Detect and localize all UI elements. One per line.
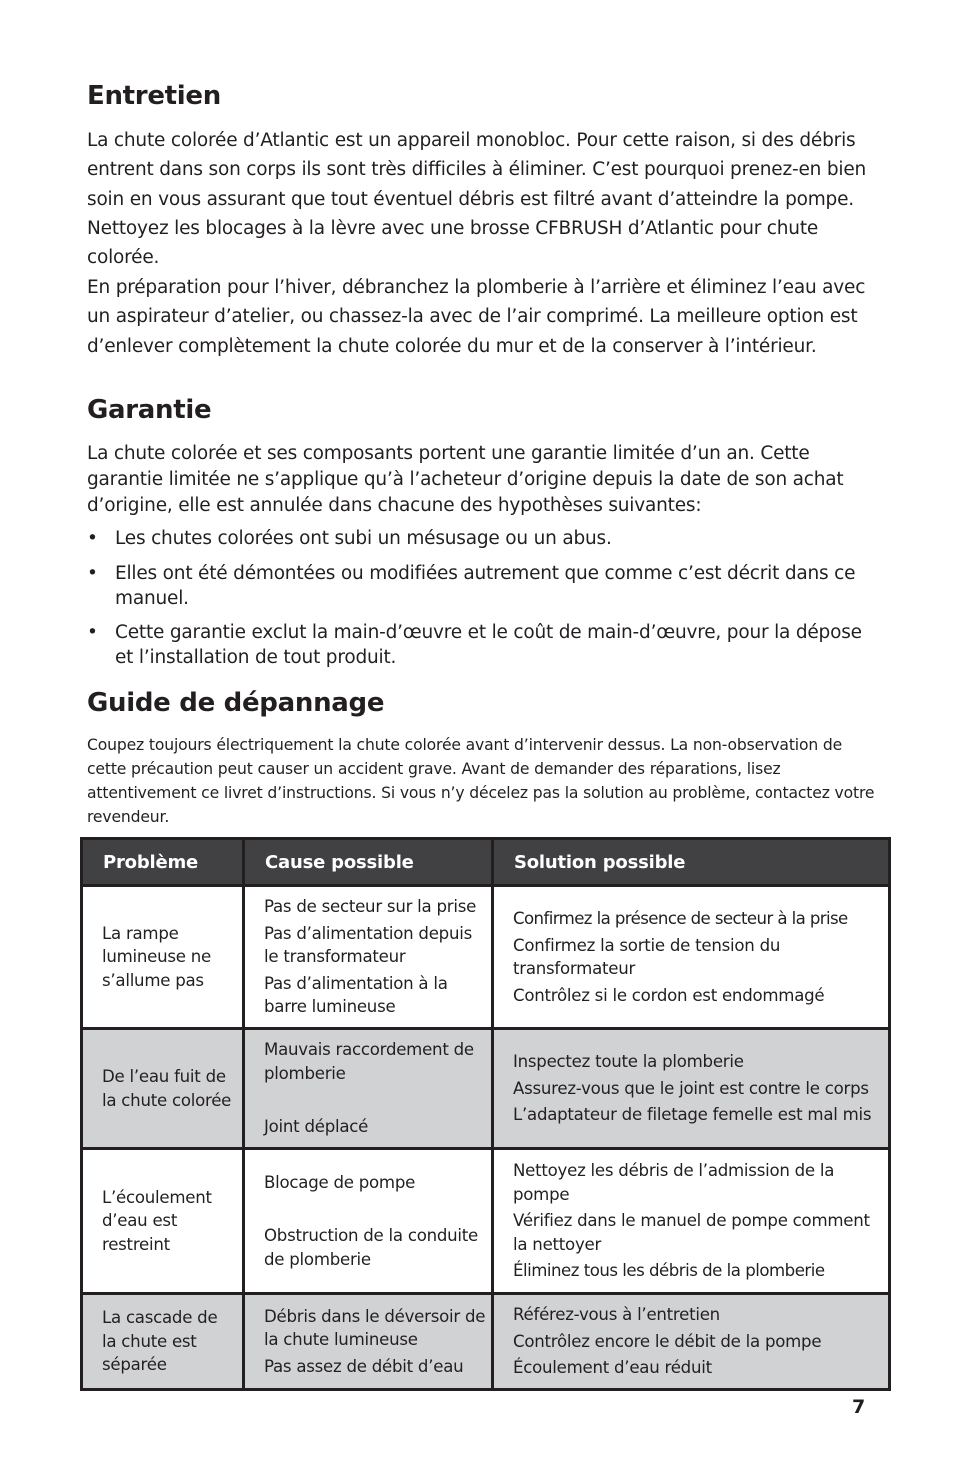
maintenance-paragraph-2: En préparation pour l’hiver, débranchez la plomberie à l’arrière et éliminez l’eau avec un aspirateur d’atelier, ou chassez-la avec de l’air comprimé. La meilleure option est d’enlever complètement la chute colorée du mur et de la conserver à l’intérieur. xyxy=(87,277,866,357)
cause-item: Joint déplacé xyxy=(264,1117,369,1137)
warranty-bullet xyxy=(87,562,877,611)
cause-item: Débris dans le déversoir de la chute lumineuse xyxy=(264,1306,486,1350)
problem-cell: L’écoulement d’eau est restreint xyxy=(82,1149,244,1294)
cause-item: Pas de secteur sur la prise xyxy=(264,897,477,917)
solution-cell xyxy=(493,1294,890,1390)
troubleshooting-table xyxy=(80,837,891,1391)
warranty-heading: Garantie xyxy=(87,395,212,425)
cause-item: Blocage de pompe xyxy=(264,1172,416,1192)
solution-item: Contrôlez si le cordon est endommagé xyxy=(513,985,825,1005)
cause-cell xyxy=(244,1149,493,1294)
solution-item: Contrôlez encore le débit de la pompe xyxy=(513,1331,822,1351)
solution-cell xyxy=(493,886,890,1029)
maintenance-heading: Entretien xyxy=(87,81,221,111)
problem-cell: La rampe lumineuse ne s’allume pas xyxy=(82,886,244,1029)
bullet-icon: • xyxy=(87,622,98,643)
warranty-intro: La chute colorée et ses composants portent une garantie limitée d’un an. Cette garantie limitée ne s’applique qu’à l’acheteur d’origine depuis la date de son achat d’origine, elle est annulée dans chacune des hypothèses suivantes: xyxy=(87,443,844,516)
table-row xyxy=(82,1029,890,1149)
maintenance-paragraph-1: La chute colorée d’Atlantic est un appareil monobloc. Pour cette raison, si des débris entrent dans son corps ils sont très difficiles à éliminer. C’est pourquoi prenez-en bien soin en vous assurant que tout éventuel débris est filtré avant d’atteindre la pompe. Nettoyez les blocages à la lèvre avec une brosse CFBRUSH d’Atlantic pour chute colorée. xyxy=(87,130,867,269)
solution-item: Référez-vous à l’entretien xyxy=(513,1305,720,1325)
warranty-bullet xyxy=(87,621,877,670)
column-header-solution: Solution possible xyxy=(493,839,890,886)
cause-cell xyxy=(244,886,493,1029)
bullet-icon: • xyxy=(87,528,98,549)
solution-item: Éliminez tous les débris de la plomberie xyxy=(513,1261,825,1281)
cause-item: Pas d’alimentation à la barre lumineuse xyxy=(264,973,448,1017)
table-row xyxy=(82,1149,890,1294)
column-header-cause: Cause possible xyxy=(244,839,493,886)
cause-item: Pas d’alimentation depuis le transformateur xyxy=(264,923,472,967)
table-row xyxy=(82,1294,890,1390)
bullet-text: Elles ont été démontées ou modifiées autrement que comme c’est décrit dans ce manuel. xyxy=(115,563,856,609)
problem-cell: La cascade de la chute est séparée xyxy=(82,1294,244,1390)
problem-cell: De l’eau fuit de la chute colorée xyxy=(82,1029,244,1149)
troubleshooting-heading: Guide de dépannage xyxy=(87,688,385,718)
page-number: 7 xyxy=(852,1396,866,1418)
troubleshooting-intro: Coupez toujours électriquement la chute colorée avant d’intervenir dessus. La non-observation de cette précaution peut causer un accident grave. Avant de demander des réparations, lisez attentivement ce livret d’instructions. Si vous n’y décelez pas la solution au problème, contactez votre revendeur. xyxy=(87,736,875,826)
solution-item: Inspectez toute la plomberie xyxy=(513,1052,744,1072)
column-header-problem: Problème xyxy=(82,839,244,886)
solution-item: Assurez-vous que le joint est contre le corps xyxy=(513,1078,869,1098)
solution-item: Confirmez la présence de secteur à la prise xyxy=(513,909,848,928)
table-header-row xyxy=(82,839,890,886)
solution-item: Écoulement d’eau réduit xyxy=(513,1358,712,1378)
solution-item: Confirmez la sortie de tension du transformateur xyxy=(513,935,781,978)
spacer xyxy=(264,1197,491,1221)
solution-cell xyxy=(493,1149,890,1294)
solution-cell xyxy=(493,1029,890,1149)
warranty-bullet xyxy=(87,527,877,552)
cause-cell xyxy=(244,1294,493,1390)
bullet-text: Les chutes colorées ont subi un mésusage ou un abus. xyxy=(115,528,612,549)
solution-item: Vérifiez dans le manuel de pompe comment la nettoyer xyxy=(513,1211,870,1254)
bullet-text: Cette garantie exclut la main-d’œuvre et le coût de main-d’œuvre, pour la dépose et l’installation de tout produit. xyxy=(115,622,862,668)
spacer xyxy=(264,1088,491,1112)
solution-item: Nettoyez les débris de l’admission de la pompe xyxy=(513,1161,835,1204)
table-row xyxy=(82,886,890,1029)
bullet-icon: • xyxy=(87,563,98,584)
cause-item: Obstruction de la conduite de plomberie xyxy=(264,1226,479,1269)
solution-item: L’adaptateur de filetage femelle est mal mis xyxy=(513,1105,872,1125)
cause-cell xyxy=(244,1029,493,1149)
cause-item: Pas assez de débit d’eau xyxy=(264,1356,464,1376)
cause-item: Mauvais raccordement de plomberie xyxy=(264,1040,474,1083)
